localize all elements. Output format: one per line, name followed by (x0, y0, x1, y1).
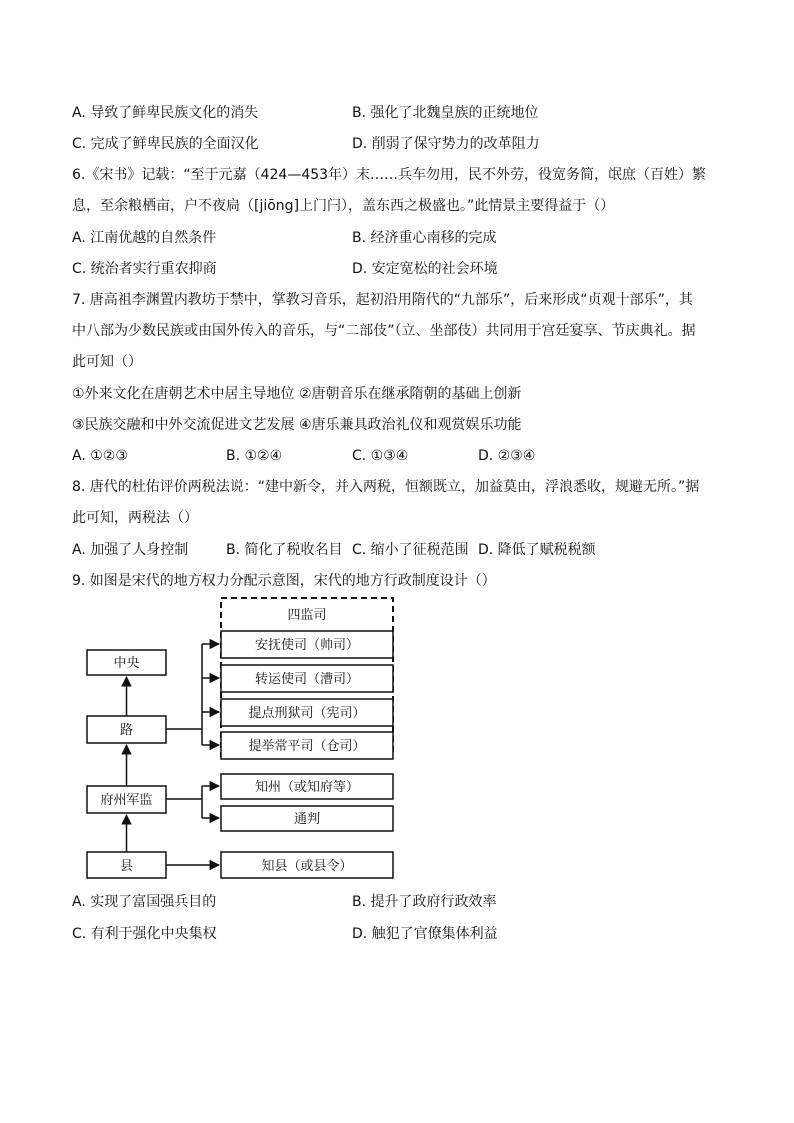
q7-stem-line2: 中八部为少数民族或由国外传入的音乐，与“二部伎”（立、坐部伎）共同用于宫廷宴享、节庆典礼。据 (72, 323, 696, 339)
q7-option-d: D. ②③④ (478, 448, 536, 464)
label-sijiansi: 四监司 (287, 608, 327, 623)
label-central: 中央 (113, 656, 140, 671)
q6-option-b: B. 经济重心南移的完成 (352, 230, 497, 246)
q6-option-c: C. 统治者实行重农抑商 (72, 261, 217, 277)
q6-stem-line1: 6.《宋书》记载：“至于元嘉（424—453年）末……兵车勿用，民不外劳，役宽务简，氓庶（百姓）繁 (72, 167, 707, 183)
q8-option-d: D. 降低了赋税税额 (478, 542, 596, 558)
q8-stem-line2: 此可知，两税法（） (72, 510, 198, 526)
label-tidian: 提点刑狱司（宪司） (248, 706, 366, 721)
q9-option-b: B. 提升了政府行政效率 (352, 894, 497, 910)
label-anfu: 安抚使司（帅司） (254, 638, 360, 653)
q8-option-b: B. 简化了税收名目 (226, 542, 343, 558)
q8-option-a: A. 加强了人身控制 (72, 542, 189, 558)
label-zhizhou: 知州（或知府等） (254, 780, 360, 795)
q6-option-a: A. 江南优越的自然条件 (72, 230, 217, 246)
q5-option-c: C. 完成了鲜卑民族的全面汉化 (72, 136, 259, 152)
q7-items-1-2: ①外来文化在唐朝艺术中居主导地位 ②唐朝音乐在继承隋朝的基础上创新 (72, 386, 522, 402)
q5-option-a: A. 导致了鲜卑民族文化的消失 (72, 105, 259, 121)
q5-option-d: D. 削弱了保守势力的改革阻力 (352, 136, 540, 152)
label-zhuanyun: 转运使司（漕司） (254, 672, 360, 687)
label-tiju: 提举常平司（仓司） (248, 739, 366, 754)
label-lu: 路 (119, 723, 134, 738)
q6-stem-line2: 息，至余粮栖亩，户不夜扃（[jiōng]上门闩），盖东西之极盛也。”此情景主要得益于（） (72, 198, 615, 214)
q7-stem-line1: 7. 唐高祖李渊置内教坊于禁中，掌教习音乐，起初沿用隋代的“九部乐”，后来形成“贞观十部乐”，其 (72, 292, 693, 308)
q9-option-c: C. 有利于强化中央集权 (72, 926, 217, 942)
label-fuzhou: 府州军监 (100, 793, 153, 808)
q7-option-b: B. ①②④ (226, 448, 283, 464)
q9-option-a: A. 实现了富国强兵目的 (72, 894, 217, 910)
q6-option-d: D. 安定宽松的社会环境 (352, 261, 498, 277)
q9-stem: 9. 如图是宋代的地方权力分配示意图，宋代的地方行政制度设计（） (72, 573, 496, 589)
q7-option-c: C. ①③④ (352, 448, 409, 464)
q5-option-b: B. 强化了北魏皇族的正统地位 (352, 105, 539, 121)
q8-stem-line1: 8. 唐代的杜佑评价两税法说：“建中新令，并入两税，恒额既立，加益莫由，浮浪悉收，规避无所。”据 (72, 479, 700, 495)
label-xian: 县 (119, 859, 134, 874)
q8-option-c: C. 缩小了征税范围 (352, 542, 469, 558)
label-zhixian: 知县（或县令） (261, 859, 353, 874)
q7-stem-line3: 此可知（） (72, 354, 142, 370)
q7-items-3-4: ③民族交融和中外交流促进文艺发展 ④唐乐兼具政治礼仪和观赏娱乐功能 (72, 417, 522, 433)
q9-option-d: D. 触犯了官僚集体利益 (352, 926, 498, 942)
q7-option-a: A. ①②③ (72, 448, 128, 464)
song-power-diagram (0, 594, 794, 894)
label-tongpan: 通判 (293, 812, 321, 827)
